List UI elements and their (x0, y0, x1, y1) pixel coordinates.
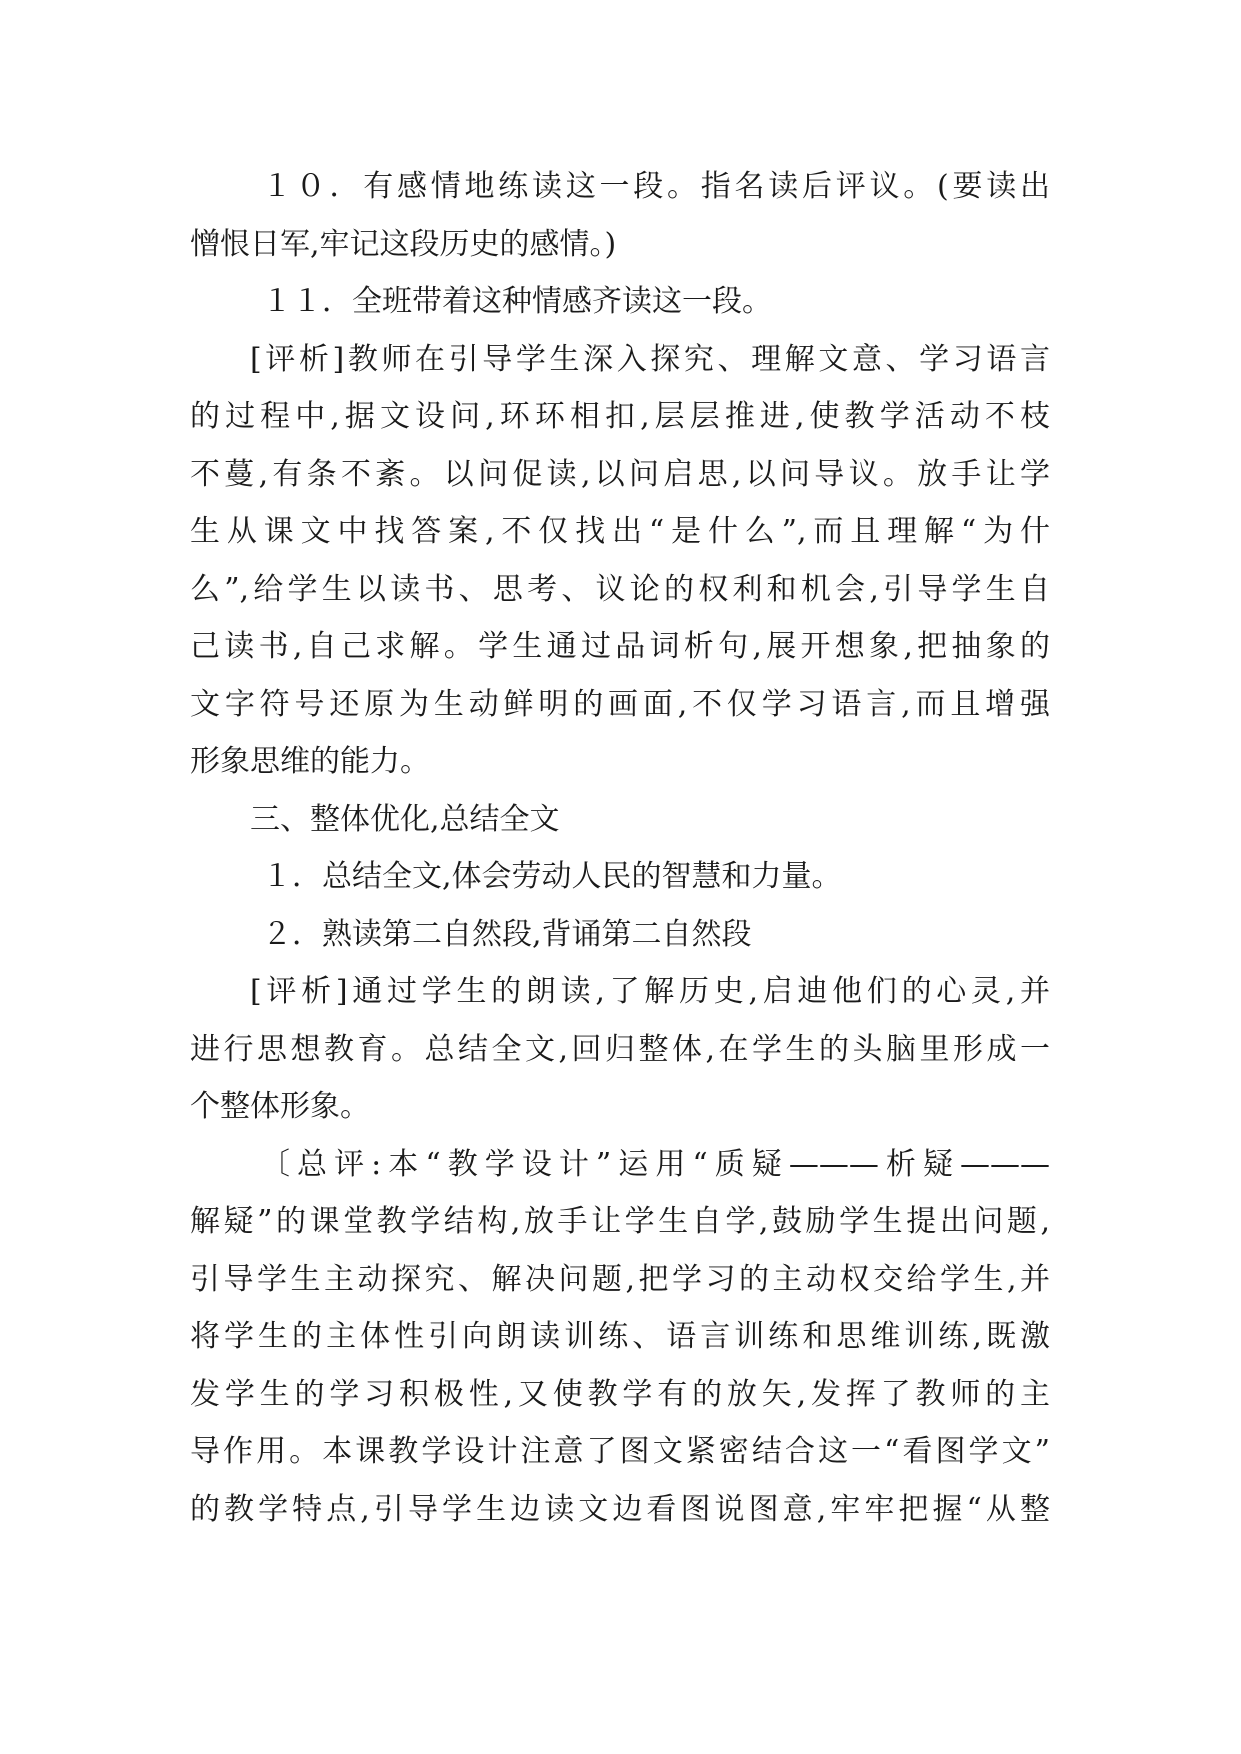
text-line-18: 〔总评:本“教学设计”运用“质疑———析疑——— (260, 1146, 1050, 1182)
text-line-9: 己读书,自己求解。学生通过品词析句,展开想象,把抽象的 (190, 629, 1050, 664)
text-line-20: 引导学生主动探究、解决问题,把学习的主动权交给学生,并 (190, 1261, 1050, 1297)
text-line-16: 进行思想教育。总结全文,回归整体,在学生的头脑里形成一 (190, 1031, 1050, 1067)
text-line-3: １１．全班带着这种情感齐读这一段。 (262, 284, 772, 319)
document-page (190, 158, 1050, 1538)
text-line-2: 憎恨日军,牢记这段历史的感情。) (190, 226, 617, 262)
text-line-11: 形象思维的能力。 (190, 744, 430, 779)
text-line-23: 导作用。本课教学设计注意了图文紧密结合这一“看图学文” (190, 1434, 1050, 1469)
text-line-5: 的过程中,据文设问,环环相扣,层层推进,使教学活动不枝 (190, 399, 1050, 434)
text-line-14: ２．熟读第二自然段,背诵第二自然段 (262, 916, 752, 952)
text-line-24: 的教学特点,引导学生边读文边看图说图意,牢牢把握“从整 (190, 1491, 1050, 1527)
text-line-21: 将学生的主体性引向朗读训练、语言训练和思维训练,既激 (190, 1319, 1050, 1354)
text-line-10: 文字符号还原为生动鲜明的画面,不仅学习语言,而且增强 (190, 686, 1050, 722)
text-line-1: １０．有感情地练读这一段。指名读后评议。(要读出 (262, 169, 1050, 204)
text-line-7: 生从课文中找答案,不仅找出“是什么”,而且理解“为什 (190, 514, 1050, 549)
text-line-6: 不蔓,有条不紊。以问促读,以问启思,以问导议。放手让学 (190, 456, 1050, 492)
text-line-17: 个整体形象。 (190, 1089, 370, 1124)
section-heading: 三、整体优化,总结全文 (250, 801, 560, 837)
text-line-8: 么”,给学生以读书、思考、议论的权利和机会,引导学生自 (190, 571, 1050, 607)
text-line-19: 解疑”的课堂教学结构,放手让学生自学,鼓励学生提出问题, (190, 1204, 1050, 1239)
text-line-15: [评析]通过学生的朗读,了解历史,启迪他们的心灵,并 (250, 974, 1050, 1009)
text-line-4: [评析]教师在引导学生深入探究、理解文意、学习语言 (250, 341, 1050, 377)
text-line-13: １．总结全文,体会劳动人民的智慧和力量。 (262, 859, 842, 894)
text-line-22: 发学生的学习积极性,又使教学有的放矢,发挥了教师的主 (190, 1376, 1050, 1412)
